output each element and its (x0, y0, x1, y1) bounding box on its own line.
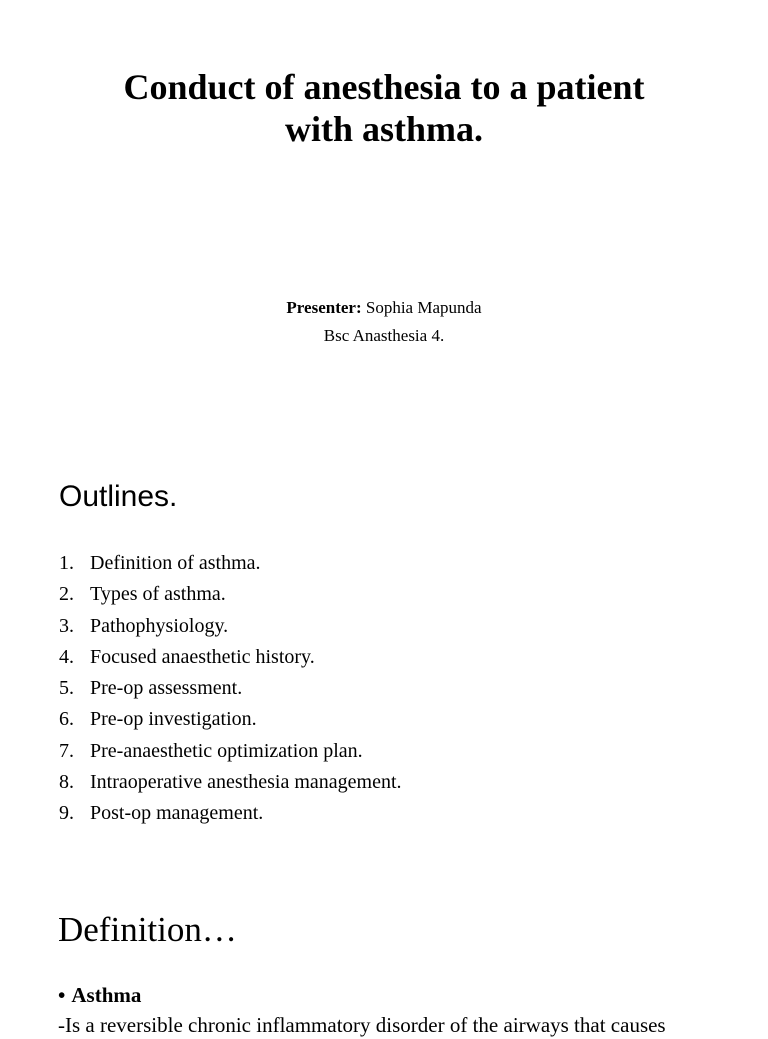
outline-item-text: Focused anaesthetic history. (90, 645, 315, 668)
title-line-2: with asthma. (284, 109, 484, 149)
outline-item-text: Post-op management. (90, 802, 264, 825)
definition-term: Asthma (71, 983, 142, 1007)
outline-item-number: 7. (59, 739, 74, 762)
presenter-label: Presenter: (286, 298, 362, 317)
bullet-icon: • (58, 983, 66, 1007)
outline-item-text: Pre-op investigation. (90, 708, 257, 731)
outline-item-text: Pre-anaesthetic optimization plan. (90, 739, 363, 762)
outline-item-number: 6. (59, 708, 74, 731)
outline-item-text: Pre-op assessment. (90, 677, 243, 700)
title-line-1: Conduct of anesthesia to a patient (123, 67, 645, 107)
outline-list (59, 548, 402, 830)
outline-item (59, 673, 402, 704)
outline-item (59, 767, 402, 798)
outline-item-text: Pathophysiology. (90, 614, 229, 637)
outline-item-number: 1. (59, 552, 74, 574)
outline-item-number: 3. (59, 614, 74, 637)
outlines-heading: Outlines. (59, 480, 178, 513)
outline-item (59, 798, 402, 829)
outline-item (59, 548, 402, 579)
page-title (0, 66, 768, 150)
definition-bullet (58, 981, 141, 1009)
presenter-name: Sophia Mapunda (361, 298, 482, 317)
outline-item-number: 5. (59, 677, 74, 700)
presenter-line (0, 294, 768, 322)
outline-item-text: Definition of asthma. (90, 552, 261, 574)
definition-text: -Is a reversible chronic inflammatory disorder of the airways that causes (58, 1013, 666, 1037)
presenter-info (0, 294, 768, 350)
outline-item-number: 8. (59, 771, 74, 794)
outline-item (59, 736, 402, 767)
outline-item-text: Types of asthma. (90, 583, 226, 606)
definition-heading: Definition… (58, 910, 237, 949)
outline-item-number: 4. (59, 645, 74, 668)
outline-item (59, 704, 402, 735)
outline-item-text: Intraoperative anesthesia management. (90, 771, 402, 794)
outline-item (59, 579, 402, 610)
presenter-program: Bsc Anasthesia 4. (323, 326, 445, 345)
outline-item-number: 9. (59, 802, 74, 825)
outline-item (59, 611, 402, 642)
outline-item-number: 2. (59, 583, 74, 606)
outline-item (59, 642, 402, 673)
